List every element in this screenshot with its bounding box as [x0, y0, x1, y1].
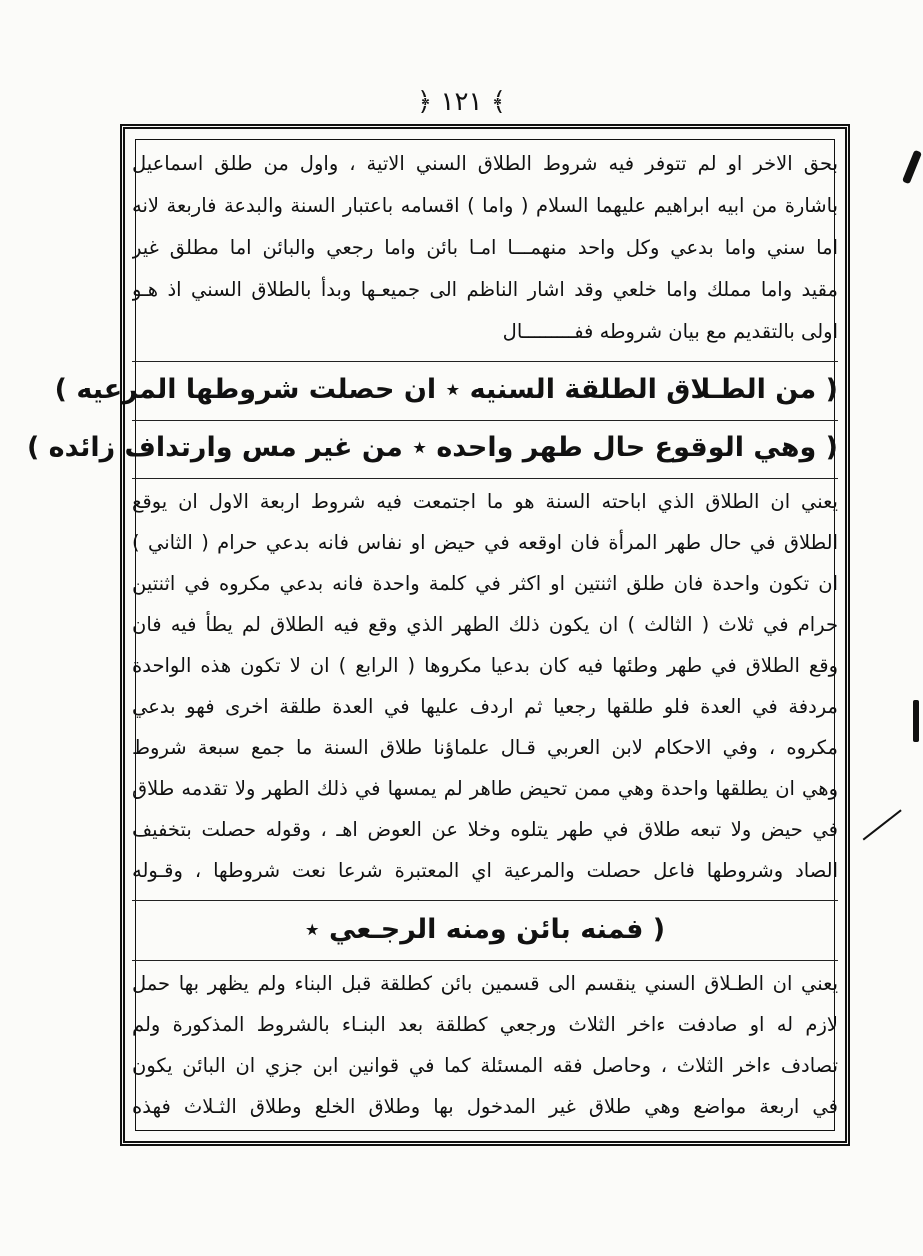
text-line: حرام في ثلاث ( الثالث ) ان يكون ذلك الطهر الذي وقع فيه الطلاق لم يطأ فيه فان: [132, 613, 838, 636]
text-line: اولى بالتقديم مع بيان شروطه ففـــــــــال: [502, 320, 838, 343]
text-line: لازم له او صادفت ءاخر الثلاث ورجعي كطلقة بعد البنـاء بالشروط المذكورة ولم: [132, 1013, 838, 1036]
text-line: باشارة من ابيه ابراهيم عليهما السلام ( واما ) اقسامه باعتبار السنة والبدعة فاربعة لانه: [132, 194, 838, 217]
verse-line: ( من الطـلاق الطلقة السنيه ٭ ان حصلت شروطها المرعيه ): [54, 374, 838, 405]
text-line: يعني ان الطلاق الذي اباحته السنة هو ما اجتمعت فيه شروط اربعة الاول ان يوقع: [132, 490, 838, 513]
text-line: في اربعة مواضع وهي طلاق غير المدخول بها وطلاق الخلع وطلاق الثـلاث فهذه: [132, 1095, 838, 1118]
text-line: تصادف ءاخر الثلاث ، وحاصل فقه المسئلة كما في قوانين ابن جزي ان البائن يكون: [132, 1054, 838, 1077]
margin-mark: [902, 150, 922, 185]
text-line: مقيد واما مملك واما خلعي وقد اشار الناظم الى جميعـها وبدأ بالطلاق السني اذ هـو: [132, 278, 838, 301]
text-line: مردفة في العدة فلو طلقها رجعيا ثم اردف عليها في العدة طلقة اخرى فهو بدعي: [132, 695, 838, 718]
text-line: الصاد وشروطها فاعل حصلت والمرعية اي المعتبرة شرعا نعت شروطها ، وقـوله: [132, 859, 838, 882]
margin-mark: [863, 809, 902, 840]
text-line: اما سني واما بدعي وكل واحد منهمـــا امـا بائن واما رجعي والبائن اما مطلق غير: [132, 236, 838, 259]
verse-line: ( وهي الوقوع حال طهر واحده ٭ من غير مس وارتداف زائده ): [26, 432, 838, 463]
text-line: يعني ان الطـلاق السني ينقسم الى قسمين بائن كطلقة قبل البناء ولم يظهر بها حمل: [132, 972, 838, 995]
text-line: ان تكون واحدة فان طلق اثنتين او اكثر في كلمة واحدة فانه بدعي مكروه في اثنتين: [132, 572, 838, 595]
text-line: بحق الاخر او لم تتوفر فيه شروط الطلاق السني الاتية ، واول من طلق اسماعيل: [132, 152, 838, 175]
text-line: في حيض ولا تبعه طلاق في طهر يتلوه وخلا عن العوض اهـ ، وقوله حصلت بتخفيف: [132, 818, 838, 841]
text-line: وهي ان يطلقها واحدة وهي ممن تحيض طاهر لم يمسها في ذلك الطهر ولا تقدمه طلاق: [132, 777, 838, 800]
section-rule: [132, 478, 838, 479]
text-line: مكروه ، وفي الاحكام لابن العربي قـال علماؤنا طلاق السنة ما جمع سبعة شروط: [132, 736, 838, 759]
section-rule: [132, 900, 838, 901]
section-rule: [132, 960, 838, 961]
text-line: الطلاق في حال طهر المرأة فان اوقعه في حيض او نفاس فانه بدعي حرام ( الثاني ): [132, 531, 838, 554]
verse-line: ( فمنه بائن ومنه الرجـعي ٭: [304, 914, 666, 945]
text-line: وقع الطلاق في طهر وطئها فيه كان بدعيا مكروها ( الرابع ) ان لا تكون هذه الواحدة: [132, 654, 838, 677]
margin-mark: [913, 700, 919, 742]
page-number: ﴿ ١٢١ ﴾: [417, 87, 506, 117]
